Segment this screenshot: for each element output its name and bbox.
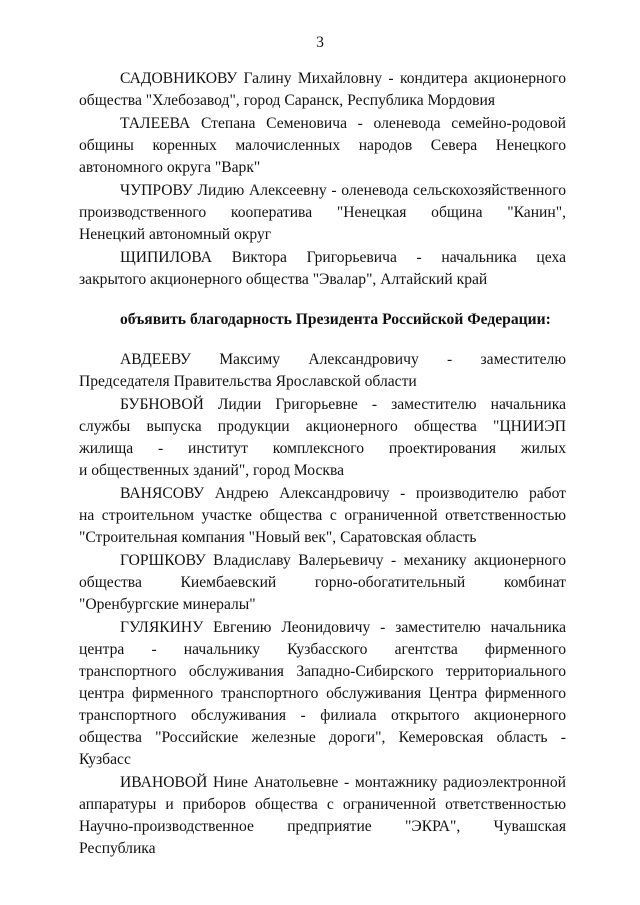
text-line: САДОВНИКОВУ Галину Михайловну - кондитера акционерного	[120, 70, 566, 87]
award-entry	[79, 113, 566, 179]
award-entry	[79, 349, 566, 393]
award-entry	[79, 394, 566, 482]
text-line: ЩИПИЛОВА Виктора Григорьевича - начальника цеха	[120, 249, 566, 266]
text-line: общества "Российские железные дороги", Кемеровская область -	[79, 729, 566, 746]
text-line: транспортного обслуживания - филиала открытого акционерного	[79, 707, 566, 724]
text-line: аппаратуры и приборов общества с ограниченной ответственностью	[79, 796, 566, 813]
text-line: ГУЛЯКИНУ Евгению Леонидовичу - заместителю начальника	[120, 619, 566, 636]
text-line: Кузбасс	[79, 751, 131, 768]
text-line: Республика	[79, 840, 156, 857]
document-body	[79, 68, 566, 861]
text-line: производственного кооператива "Ненецкая община "Канин",	[79, 204, 566, 221]
text-line: службы выпуска продукции акционерного общества "ЦНИИЭП	[79, 418, 566, 435]
text-line: Ненецкий автономный округ	[79, 226, 272, 243]
award-entry	[79, 617, 566, 771]
award-entry	[79, 772, 566, 860]
text-line: центра - начальнику Кузбасского агентства фирменного	[79, 641, 566, 658]
text-line: транспортного обслуживания Западно-Сибирского территориального	[79, 663, 566, 680]
text-line: автономного округа "Варк"	[79, 159, 261, 176]
text-line: ЧУПРОВУ Лидию Алексеевну - оленевода сельскохозяйственного	[120, 182, 566, 199]
text-line: Председателя Правительства Ярославской области	[79, 373, 417, 390]
award-entry	[79, 483, 566, 549]
text-line: ВАНЯСОВУ Андрею Александровичу - производителю работ	[120, 485, 566, 502]
section-heading: объявить благодарность Президента Российской Федерации:	[120, 311, 551, 328]
awards-list-1	[79, 68, 566, 291]
text-line: и общественных зданий", город Москва	[79, 462, 345, 479]
page-number: 3	[316, 34, 324, 51]
text-line: закрытого акционерного общества "Эвалар", Алтайский край	[79, 271, 488, 288]
award-entry	[79, 180, 566, 246]
text-line: АВДЕЕВУ Максиму Александровичу - заместителю	[120, 351, 566, 368]
text-line: "Строительная компания "Новый век", Саратовская область	[79, 529, 477, 546]
text-line: общины коренных малочисленных народов Севера Ненецкого	[79, 137, 566, 154]
text-line: общества "Хлебозавод", город Саранск, Республика Мордовия	[79, 92, 496, 109]
award-entry	[79, 247, 566, 291]
award-entry	[79, 68, 566, 112]
text-line: "Оренбургские минералы"	[79, 596, 256, 613]
text-line: жилища - институт комплексного проектирования жилых	[79, 440, 566, 457]
awards-list-2	[79, 349, 566, 860]
text-line: общества Киембаевский горно-обогатительный комбинат	[79, 574, 566, 591]
text-line: центра фирменного транспортного обслуживания Центра фирменного	[79, 685, 566, 702]
text-line: БУБНОВОЙ Лидии Григорьевне - заместителю начальника	[120, 396, 566, 413]
text-line: ТАЛЕЕВА Степана Семеновича - оленевода семейно-родовой	[120, 115, 566, 132]
text-line: ГОРШКОВУ Владиславу Валерьевичу - механику акционерного	[120, 552, 566, 569]
text-line: ИВАНОВОЙ Нине Анатольевне - монтажнику радиоэлектронной	[120, 774, 566, 791]
award-entry	[79, 550, 566, 616]
text-line: Научно-производственное предприятие "ЭКРА", Чувашская	[79, 818, 566, 835]
text-line: на строительном участке общества с ограниченной ответственностью	[79, 507, 566, 524]
